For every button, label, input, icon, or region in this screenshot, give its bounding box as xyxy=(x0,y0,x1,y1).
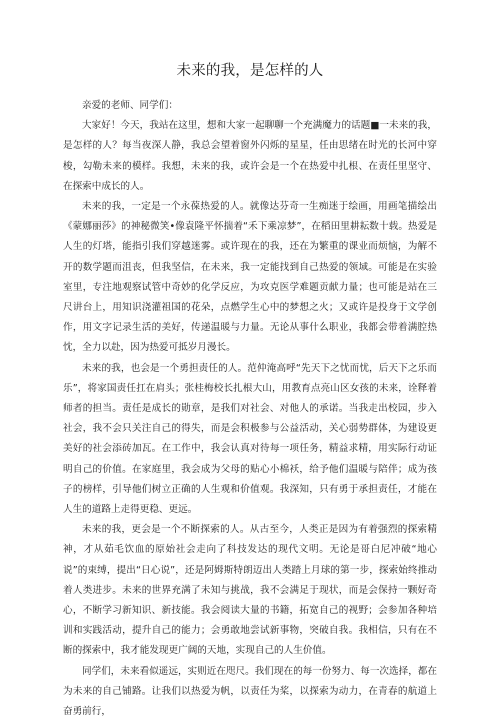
paragraph-1: 大家好！今天，我站在这里，想和大家一起聊聊一个充满魔力的话题■一未来的我，是怎样的人？每当夜深人静，我总会望着窗外闪烁的星星，任由思绪在时光的长河中穿梭，勾勒未来的模样。我想，未来的我，或许会是一个在热爱中扎根、在责任里坚守、在探索中成长的人。 xyxy=(63,120,437,192)
page-title: 未来的我，是怎样的人 xyxy=(176,63,324,79)
paragraph-5: 同学们，未来看似遥远，实则近在咫尺。我们现在的每一份努力、每一次选择，都在为未来的自己铺路。让我们以热爱为帆，以责任为桨，以探索为动力，在青春的航道上奋勇前行， xyxy=(63,665,437,718)
salutation: 亲爱的老师、同学们： xyxy=(82,100,178,111)
paragraph-4: 未来的我，更会是一个不断探索的人。从古至今，人类正是因为有着强烈的探索精神，才从茹毛饮血的原始社会走向了科技发达的现代文明。无论是哥白尼冲破“地心说”的束缚，提出“日心说”，还是阿姆斯特朗迈出人类踏上月球的第一步，探索始终推动着人类进步。未来的世界充满了未知与挑战，我不会满足于现状，而是会保持一颗好奇心，不断学习新知识、新技能。我会阅读大量的书籍，拓宽自己的视野；会参加各种培训和实践活动，提升自己的能力；会勇敢地尝试新事物，突破自我。我相信，只有在不断的探索中，我才能发现更广阔的天地，实现自己的人生价值。 xyxy=(63,524,437,657)
paragraph-3: 未来的我，也会是一个勇担责任的人。范仲淹高呼“先天下之忧而忧，后天下之乐而乐”，将家国责任扛在肩头；张桂梅校长扎根大山，用教育点亮山区女孩的未来，诠释着师者的担当。责任是成长的勋章，是我们对社会、对他人的承诺。当我走出校园，步入社会，我不会只关注自己的得失，而是会积极参与公益活动，关心弱势群体，为建设更美好的社会添砖加瓦。在工作中，我会认真对待每一项任务，精益求精，用实际行动证明自己的价值。在家庭里，我会成为父母的贴心小棉袄，给予他们温暖与陪伴；成为孩子的榜样，引导他们树立正确的人生观和价值观。我深知，只有勇于承担责任，才能在人生的道路上走得更稳、更远。 xyxy=(63,362,437,516)
paragraph-2: 未来的我，一定是一个永葆热爱的人。就像达芬奇一生痴迷于绘画，用画笔描绘出《蒙娜丽莎》的神秘微笑•像袁隆平怀揣着“禾下乘凉梦”，在稻田里耕耘数十载。热爱是人生的灯塔，能指引我们穿越迷雾。或许现在的我，还在为繁重的课业而烦恼，为解不开的数学题而沮丧，但我坚信，在未来，我一定能找到自己热爱的领域。可能是在实验室里，专注地观察试管中奇妙的化学反应，为攻克医学难题贡献力量；也可能是站在三尺讲台上，用知识浇灌祖国的花朵，点燃学生心中的梦想之火；又或许是投身于文学创作，用文字记录生活的美好，传递温暖与力量。无论从事什么职业，我都会带着满腔热忱，全力以赴，因为热爱可抵岁月漫长。 xyxy=(63,201,437,354)
document-body xyxy=(63,96,437,722)
